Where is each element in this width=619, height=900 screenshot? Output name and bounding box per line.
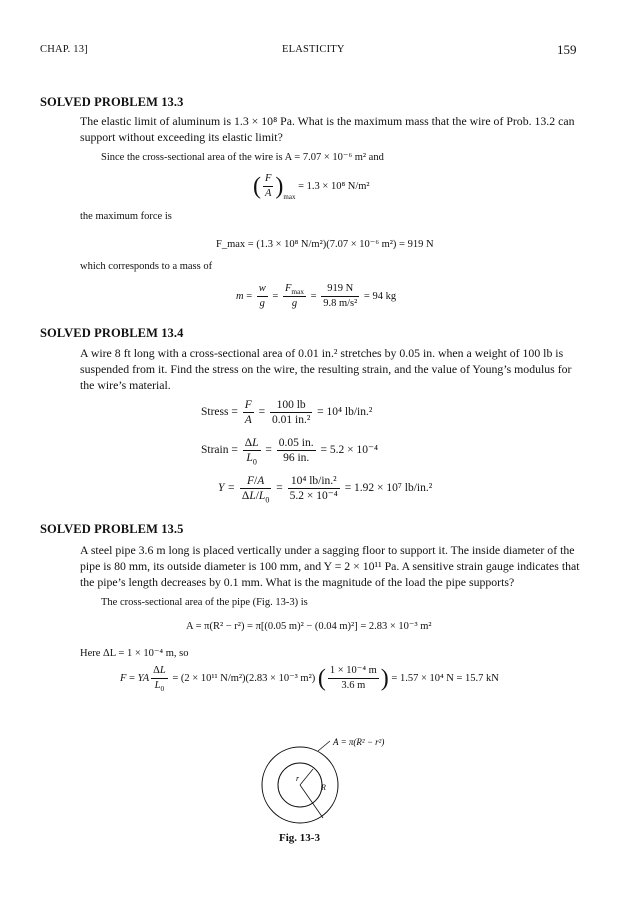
stress-result: = 10⁴ lb/in.² bbox=[317, 406, 373, 419]
strain-result: = 5.2 × 10⁻⁴ bbox=[320, 444, 379, 457]
problem-13-5-equation-2: F = YA $\frac{\Delta L}{L_0}$ = (2 × 10¹¹ N/m²)(2.83 × 10⁻³ m²) ( $\frac{\text{1 × 10⁻⁴ m}}{3.6 m}$ ) = 1.57 × 10⁴ N = 15.7 kN bbox=[120, 665, 499, 694]
stress-numerator: 100 lb bbox=[270, 398, 312, 413]
label-R: R bbox=[321, 783, 326, 792]
strain-label: Strain = bbox=[201, 444, 238, 457]
inner-radius-line bbox=[300, 769, 313, 785]
problem-13-5-text-1: The cross-sectional area of the pipe (Fig. 13-3) is bbox=[101, 597, 308, 608]
figure-caption: Fig. 13-3 bbox=[279, 832, 320, 844]
problem-13-5-text-2: Here ΔL = 1 × 10⁻⁴ m, so bbox=[80, 648, 189, 659]
strain-numerator: 0.05 in. bbox=[278, 437, 314, 449]
problem-13-5-heading: SOLVED PROBLEM 13.5 bbox=[40, 522, 184, 536]
y-label: Y = bbox=[218, 482, 236, 495]
stress-label: Stress = bbox=[201, 406, 238, 419]
problem-13-3-equation-1: ( $\frac{F}{A}$ )$_{max} = 1.3 \times 10^8$ N/m² bbox=[253, 173, 370, 201]
leader-line bbox=[318, 741, 330, 751]
eq2-denominator: 3.6 m bbox=[341, 680, 366, 691]
problem-13-3-equation-3: m = $\frac{w}{g}$ = $\frac{F_{max}}{g}$ = $\frac{919 N}{\text{9.8 m/s²}}$ = 94 kg bbox=[236, 283, 397, 309]
y-numerator: 10⁴ lb/in.² bbox=[288, 474, 340, 489]
chapter-label: CHAP. 13] bbox=[40, 44, 88, 55]
running-title: ELASTICITY bbox=[282, 44, 345, 55]
eq3-denominator: 9.8 m/s² bbox=[323, 298, 358, 309]
strain-equation: Strain = $\frac{\Delta L}{L_0}$ = $\frac{0.05 in.}{96 in.}$ = 5.2 × 10⁻⁴ bbox=[201, 437, 379, 467]
y-result: = 1.92 × 10⁷ lb/in.² bbox=[344, 482, 433, 495]
strain-denominator: 96 in. bbox=[283, 452, 310, 464]
eq1-rhs: = 1.3 × 10⁸ N/m² bbox=[298, 180, 370, 192]
pipe-cross-section-figure bbox=[250, 735, 450, 835]
problem-13-5-statement: A steel pipe 3.6 m long is placed vertically under a sagging floor to support it. The inside diameter of the pipe is 80 mm, its outside diameter is 100 mm, and Y = 2 × 10¹¹ Pa. A sensitive strain gauge indicates that the pipe’s length decreases by 0.1 mm. What is the magnitude of the load the pipe supports? bbox=[80, 543, 580, 589]
problem-13-4-heading: SOLVED PROBLEM 13.4 bbox=[40, 326, 184, 340]
problem-13-3-text-2: the maximum force is bbox=[80, 211, 172, 222]
label-r: r bbox=[296, 774, 300, 783]
problem-13-3-text-3: which corresponds to a mass of bbox=[80, 261, 213, 272]
eq2-numerator: 1 × 10⁻⁴ m bbox=[328, 664, 379, 679]
problem-13-5-equation-1: A = π(R² − r²) = π[(0.05 m)² − (0.04 m)²] = 2.83 × 10⁻³ m² bbox=[186, 621, 432, 632]
stress-denominator: 0.01 in.² bbox=[272, 414, 311, 426]
eq2-result: = 1.57 × 10⁴ N = 15.7 kN bbox=[391, 672, 499, 684]
eq3-numerator: 919 N bbox=[321, 282, 359, 297]
eq2-middle: = (2 × 10¹¹ N/m²)(2.83 × 10⁻³ m²) bbox=[172, 672, 316, 684]
eq3-result: = 94 kg bbox=[363, 290, 397, 302]
outer-radius-line bbox=[300, 785, 323, 818]
area-formula: A = π(R² − r²) bbox=[333, 737, 385, 747]
problem-13-3-statement: The elastic limit of aluminum is 1.3 × 10⁸ Pa. What is the maximum mass that the wire of Prob. 13.2 can support without exceeding its elastic limit? bbox=[80, 114, 575, 144]
page-number: 159 bbox=[557, 42, 577, 57]
problem-13-3-text-1: Since the cross-sectional area of the wire is A = 7.07 × 10⁻⁶ m² and bbox=[101, 152, 384, 163]
problem-13-3-equation-2: F_max = (1.3 × 10⁸ N/m²)(7.07 × 10⁻⁶ m²) = 919 N bbox=[216, 239, 434, 250]
youngs-modulus-equation: Y = $\frac{F/A}{\Delta L/L_0}$ = $\frac{\text{10⁴ lb/in.²}}{\text{5.2 × 10⁻⁴}}$ = 1.92 × 10⁷ lb/in.² bbox=[218, 475, 433, 505]
stress-equation: Stress = $\frac{F}{A}$ = $\frac{100 lb}{\text{0.01 in.²}}$ = 10⁴ lb/in.² bbox=[201, 399, 373, 426]
problem-13-4-statement: A wire 8 ft long with a cross-sectional area of 0.01 in.² stretches by 0.05 in. when a weight of 100 lb is suspended from it. Find the stress on the wire, the resulting strain, and the value of Young’s modulus for the wire’s material. bbox=[80, 346, 572, 392]
y-denominator: 5.2 × 10⁻⁴ bbox=[289, 490, 338, 502]
problem-13-3-heading: SOLVED PROBLEM 13.3 bbox=[40, 95, 184, 109]
